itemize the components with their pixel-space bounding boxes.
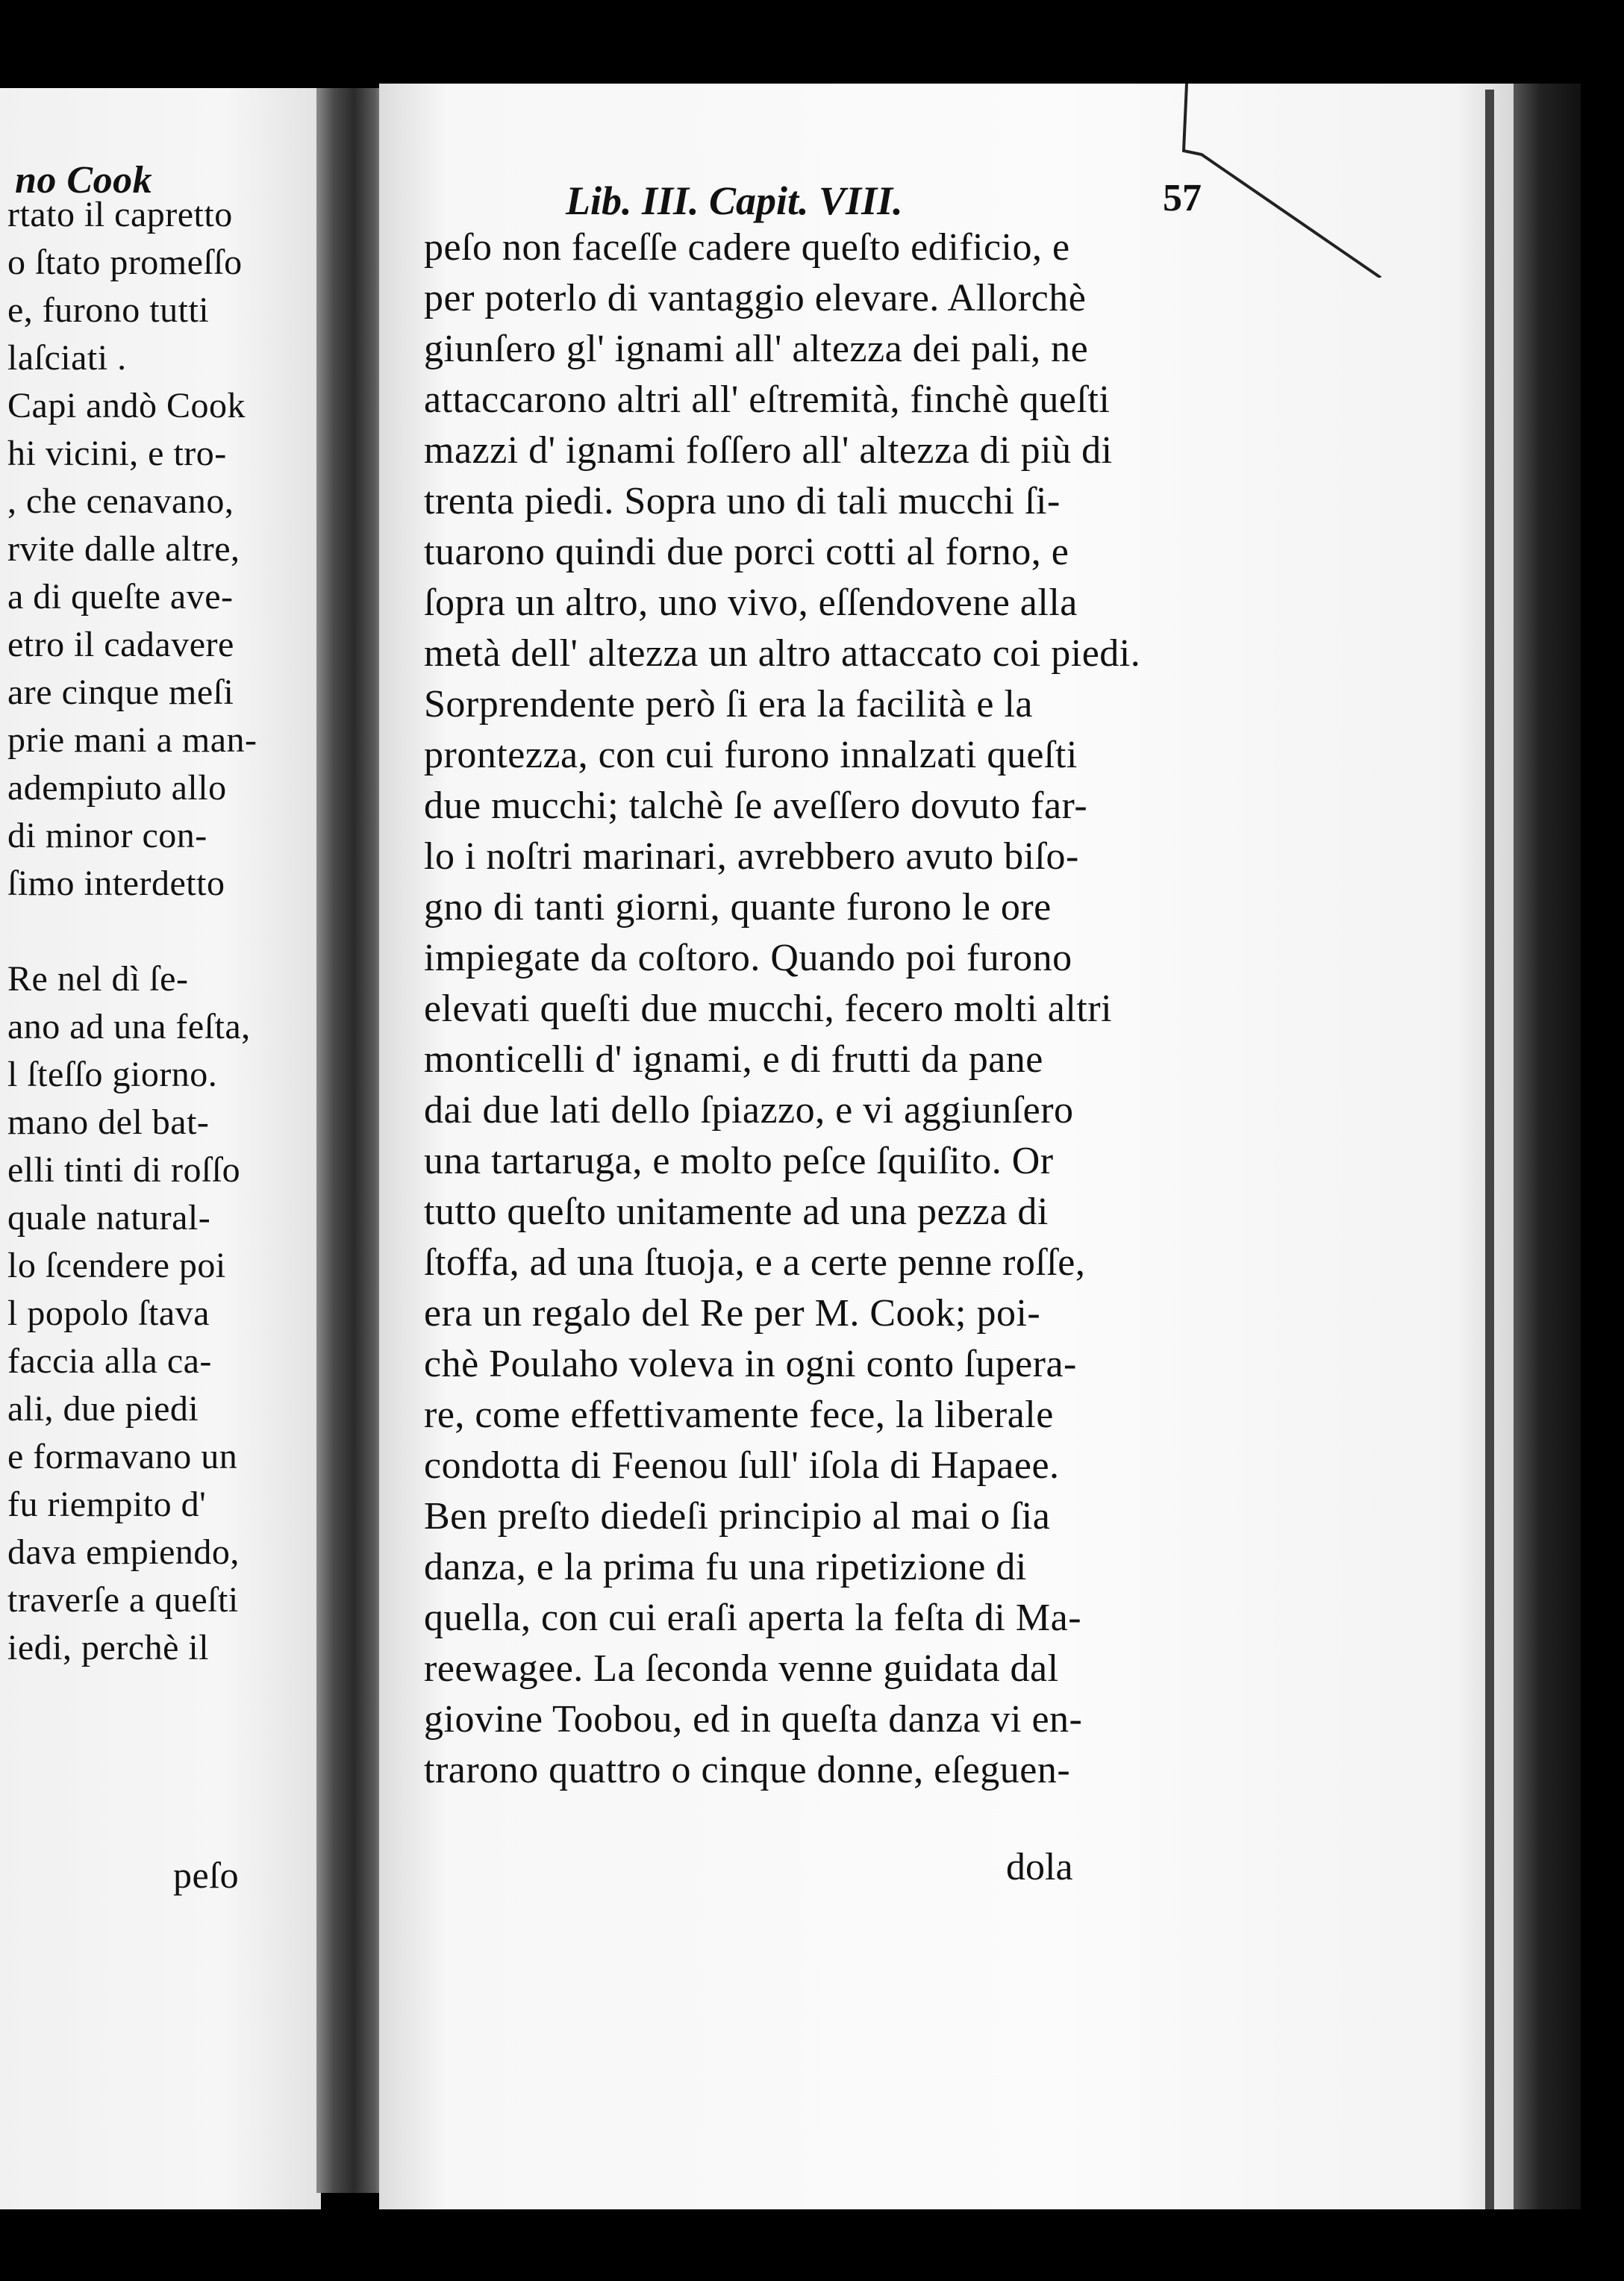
text-line: e, furono tutti bbox=[7, 290, 210, 330]
text-line: elevati queſti due mucchi, fecero molti altri bbox=[424, 987, 1113, 1030]
text-line: Sorprendente però ſi era la facilità e la bbox=[424, 683, 1033, 726]
text-line: rvite dalle altre, bbox=[7, 529, 240, 569]
text-line: lo ſcendere poi bbox=[7, 1246, 226, 1285]
text-line: etro il cadavere bbox=[7, 625, 234, 664]
text-line: prie mani a man- bbox=[7, 720, 257, 760]
text-line: ſimo interdetto bbox=[7, 864, 225, 903]
text-line: o ſtato promeſſo bbox=[7, 243, 243, 282]
text-line: l ſteſſo giorno. bbox=[7, 1055, 218, 1094]
text-line: ſtoffa, ad una ſtuoja, e a certe penne roſſe, bbox=[424, 1241, 1086, 1284]
text-line: reewagee. La ſeconda venne guidata dal bbox=[424, 1647, 1059, 1690]
scan-border-bottom bbox=[0, 2209, 1624, 2281]
text-line: iedi, perchè il bbox=[7, 1628, 210, 1667]
text-line: prontezza, con cui furono innalzati queſti bbox=[424, 734, 1078, 776]
text-line: re, come effettivamente fece, la liberale bbox=[424, 1394, 1054, 1436]
text-line: elli tinti di roſſo bbox=[7, 1150, 241, 1190]
text-line: dava empiendo, bbox=[7, 1532, 240, 1572]
text-line: traverſe a queſti bbox=[7, 1580, 239, 1620]
text-line: due mucchi; talchè ſe aveſſero dovuto far- bbox=[424, 784, 1088, 827]
text-line: giovine Toobou, ed in queſta danza vi en- bbox=[424, 1698, 1083, 1741]
book-gutter bbox=[316, 88, 385, 2193]
text-line: Capi andò Cook bbox=[7, 386, 246, 425]
text-line: hi vicini, e tro- bbox=[7, 434, 227, 473]
text-line: chè Poulaho voleva in ogni conto ſupera- bbox=[424, 1343, 1077, 1385]
text-line: mano del bat- bbox=[7, 1102, 210, 1142]
text-line: peſo non faceſſe cadere queſto edificio, e bbox=[424, 226, 1070, 269]
text-line: di minor con- bbox=[7, 816, 207, 855]
text-line: adempiuto allo bbox=[7, 768, 227, 808]
text-line: ſopra un altro, uno vivo, eſſendovene alla bbox=[424, 581, 1078, 624]
text-line: quella, con cui eraſi aperta la feſta di Ma- bbox=[424, 1597, 1082, 1639]
text-line: lo i noſtri marinari, avrebbero avuto biſo- bbox=[424, 835, 1079, 878]
text-line: trarono quattro o cinque donne, eſeguen- bbox=[424, 1749, 1071, 1791]
text-line: per poterlo di vantaggio elevare. Allorchè bbox=[424, 277, 1087, 319]
text-line: , che cenavano, bbox=[7, 481, 234, 521]
text-line: impiegate da coſtoro. Quando poi furono bbox=[424, 937, 1072, 979]
catchword: dola bbox=[1006, 1846, 1073, 1888]
text-line: fu riempito d' bbox=[7, 1485, 207, 1524]
running-head: Lib. III. Capit. VIII. bbox=[566, 178, 903, 223]
text-line: a di queſte ave- bbox=[7, 577, 234, 617]
text-line: are cinque meſi bbox=[7, 673, 234, 712]
text-line: ali, due piedi bbox=[7, 1389, 199, 1429]
text-line: metà dell' altezza un altro attaccato coi piedi. bbox=[424, 632, 1141, 675]
right-page bbox=[379, 84, 1514, 2226]
pen-mark bbox=[1179, 84, 1388, 278]
left-page bbox=[0, 88, 321, 2223]
text-line: faccia alla ca- bbox=[7, 1341, 212, 1381]
page-number: 57 bbox=[1163, 177, 1202, 219]
text-line: condotta di Feenou ſull' iſola di Hapaee. bbox=[424, 1444, 1060, 1487]
text-line: quale natural- bbox=[7, 1198, 211, 1238]
text-line: danza, e la prima fu una ripetizione di bbox=[424, 1546, 1027, 1588]
text-line: Ben preſto diedeſi principio al mai o ſia bbox=[424, 1495, 1051, 1538]
text-line: monticelli d' ignami, e di frutti da pane bbox=[424, 1038, 1043, 1081]
text-line: una tartaruga, e molto peſce ſquiſito. Or bbox=[424, 1140, 1054, 1182]
running-head-left: no Cook bbox=[15, 159, 153, 202]
catchword-left: peſo bbox=[173, 1854, 240, 1896]
text-line: era un regalo del Re per M. Cook; poi- bbox=[424, 1292, 1041, 1335]
text-line: ano ad una feſta, bbox=[7, 1007, 251, 1046]
scan-border-right bbox=[1514, 84, 1581, 2226]
text-line: attaccarono altri all' eſtremità, finchè queſti bbox=[424, 378, 1111, 421]
text-line: gno di tanti giorni, quante furono le ore bbox=[424, 886, 1052, 929]
text-line: e formavano un bbox=[7, 1437, 238, 1476]
scan-border-top bbox=[0, 0, 1624, 90]
text-line: tuarono quindi due porci cotti al forno, e bbox=[424, 531, 1069, 573]
text-line: mazzi d' ignami foſſero all' altezza di più di bbox=[424, 429, 1113, 472]
text-line: trenta piedi. Sopra uno di tali mucchi ſi- bbox=[424, 480, 1061, 522]
text-line: rtato il capretto bbox=[7, 195, 233, 234]
text-line: l popolo ſtava bbox=[7, 1294, 210, 1333]
text-line: giunſero gl' ignami all' altezza dei pali, ne bbox=[424, 328, 1089, 370]
text-line: Re nel dì ſe- bbox=[7, 959, 189, 999]
text-line: tutto queſto unitamente ad una pezza di bbox=[424, 1191, 1049, 1233]
page-edge-shadow bbox=[1485, 90, 1494, 2217]
text-line: dai due lati dello ſpiazzo, e vi aggiunſero bbox=[424, 1089, 1074, 1132]
text-line: laſciati . bbox=[7, 338, 127, 378]
